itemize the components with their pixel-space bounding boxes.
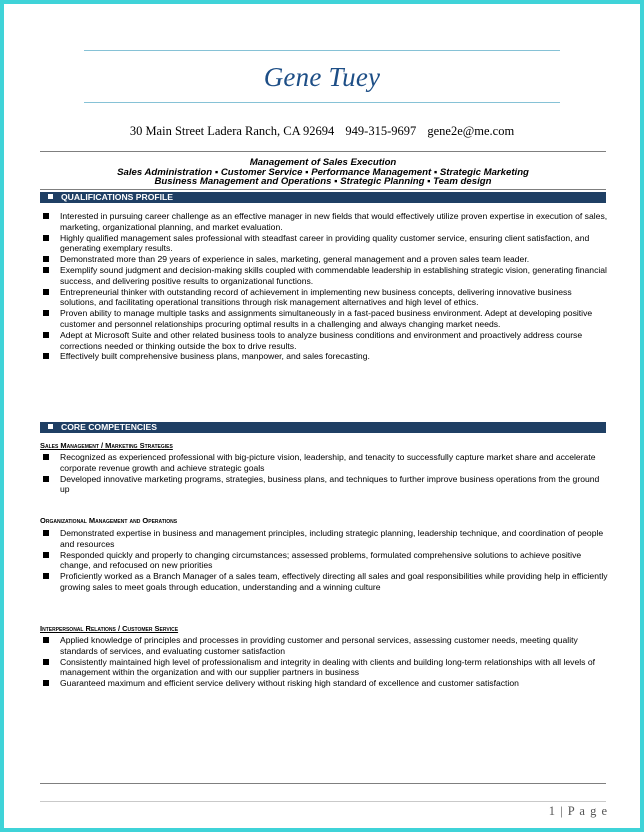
bullet-square-icon [43, 573, 49, 579]
section-square-icon [48, 194, 53, 199]
bullet-square-icon [43, 289, 49, 295]
bullet-square-icon [43, 235, 49, 241]
summary-line-3: Business Management and Operations ▪ Strategic Planning ▪ Team design [154, 176, 492, 188]
qualifications-header [40, 192, 606, 203]
bullet-square-icon [43, 454, 49, 460]
resume-page [4, 4, 640, 828]
list-item: Guaranteed maximum and efficient service delivery without risking high standard of excellence and customer satisfaction [40, 678, 610, 689]
bullet-square-icon [43, 476, 49, 482]
bullet-square-icon [43, 213, 49, 219]
footer-rule [40, 783, 606, 784]
subsection-heading: Sales Management / Marketing Strategies [40, 441, 173, 450]
list-item: Demonstrated expertise in business and management principles, including strategic planning, leadership technique, and coordination of people and resources [40, 528, 610, 550]
list-item: Developed innovative marketing programs, strategies, business plans, and techniques to further improve business operations from the ground up [40, 474, 610, 496]
summary-top-rule [40, 151, 606, 152]
top-rule [84, 50, 560, 51]
bullet-square-icon [43, 332, 49, 338]
list-item: Highly qualified management sales professional with steadfast career in providing quality customer service, ensuring client satisfaction, and generating exemplary results. [40, 233, 610, 255]
list-item: Proficiently worked as a Branch Manager of a sales team, effectively directing all sales and goal responsibilities while providing help in efficiently growing sales to meet goals through education, understanding and a winning culture [40, 571, 610, 593]
summary-line-2: Sales Administration ▪ Customer Service ▪ Performance Management ▪ Strategic Marketing [117, 166, 529, 178]
bullet-square-icon [43, 552, 49, 558]
list-item: Demonstrated more than 29 years of experience in sales, marketing, general management and a proven sales team leader. [40, 254, 610, 265]
bullet-square-icon [43, 637, 49, 643]
footer-rule-light [40, 801, 606, 802]
section-title: CORE COMPETENCIES [61, 422, 157, 432]
candidate-name: Gene Tuey [263, 62, 381, 92]
competency-list-operations [40, 528, 610, 593]
bullet-square-icon [43, 680, 49, 686]
subsection-heading: Organizational Management and Operations [40, 516, 178, 525]
competency-list-customer [40, 635, 610, 689]
qualifications-list [40, 211, 610, 362]
bullet-square-icon [43, 310, 49, 316]
section-square-icon [48, 424, 53, 429]
list-item: Effectively built comprehensive business plans, manpower, and sales forecasting. [40, 351, 610, 362]
bullet-square-icon [43, 267, 49, 273]
email[interactable]: gene2e@me.com [427, 124, 515, 138]
list-item: Recognized as experienced professional with big-picture vision, leadership, and tenacity to successfully capture market share and accelerate corporate revenue growth and achieve strategic goals [40, 452, 610, 474]
section-title: QUALIFICATIONS PROFILE [61, 192, 174, 202]
bullet-square-icon [43, 659, 49, 665]
bullet-square-icon [43, 256, 49, 262]
phone: 949-315-9697 [345, 124, 417, 138]
list-item: Consistently maintained high level of professionalism and integrity in dealing with clients and building long-term relationships with all levels of management within the organization and with our supplier partners in business [40, 657, 610, 679]
competency-list-sales [40, 452, 610, 495]
list-item: Interested in pursuing career challenge as an effective manager in new fields that would effectively utilize proven expertise in execution of sales, marketing, organizational planning, and market evaluation. [40, 211, 610, 233]
list-item: Responded quickly and properly to changing circumstances; assessed problems, formulated comprehensive solutions to achieve positive change, and refocused on new priorities [40, 550, 610, 572]
competencies-header [40, 422, 606, 433]
list-item: Adept at Microsoft Suite and other related business tools to analyze business conditions and environment and proactively address course corrections needed or thinking outside the box to drive results. [40, 330, 610, 352]
name-underline [84, 102, 560, 103]
bullet-square-icon [43, 530, 49, 536]
page-number: 1 | P a g e [548, 804, 608, 818]
summary-block [40, 158, 606, 187]
bullet-square-icon [43, 353, 49, 359]
list-item: Proven ability to manage multiple tasks and assignments simultaneously in a fast-paced business environment. Adept at developing positive customer and personnel relationships procuring optimal results in a challenging and always changing market needs. [40, 308, 610, 330]
contact-line [4, 124, 640, 139]
list-item: Exemplify sound judgment and decision-making skills coupled with commendable leadership in establishing strategic vision, generating financial success, and delivering positive results to organizational functions. [40, 265, 610, 287]
list-item: Entrepreneurial thinker with outstanding record of achievement in implementing new business concepts, delivering innovative business solutions, and facilitating operational transitions through risk management alternatives and high level of ethics. [40, 287, 610, 309]
subsection-heading: Interpersonal Relations / Customer Service [40, 624, 179, 633]
summary-line-1: Management of Sales Execution [249, 157, 397, 168]
list-item: Applied knowledge of principles and processes in providing customer and personal services, assessing customer needs, meeting quality standards of services, and evaluating customer satisfaction [40, 635, 610, 657]
address: 30 Main Street Ladera Ranch, CA 92694 [129, 124, 335, 138]
summary-bottom-rule [40, 189, 606, 190]
